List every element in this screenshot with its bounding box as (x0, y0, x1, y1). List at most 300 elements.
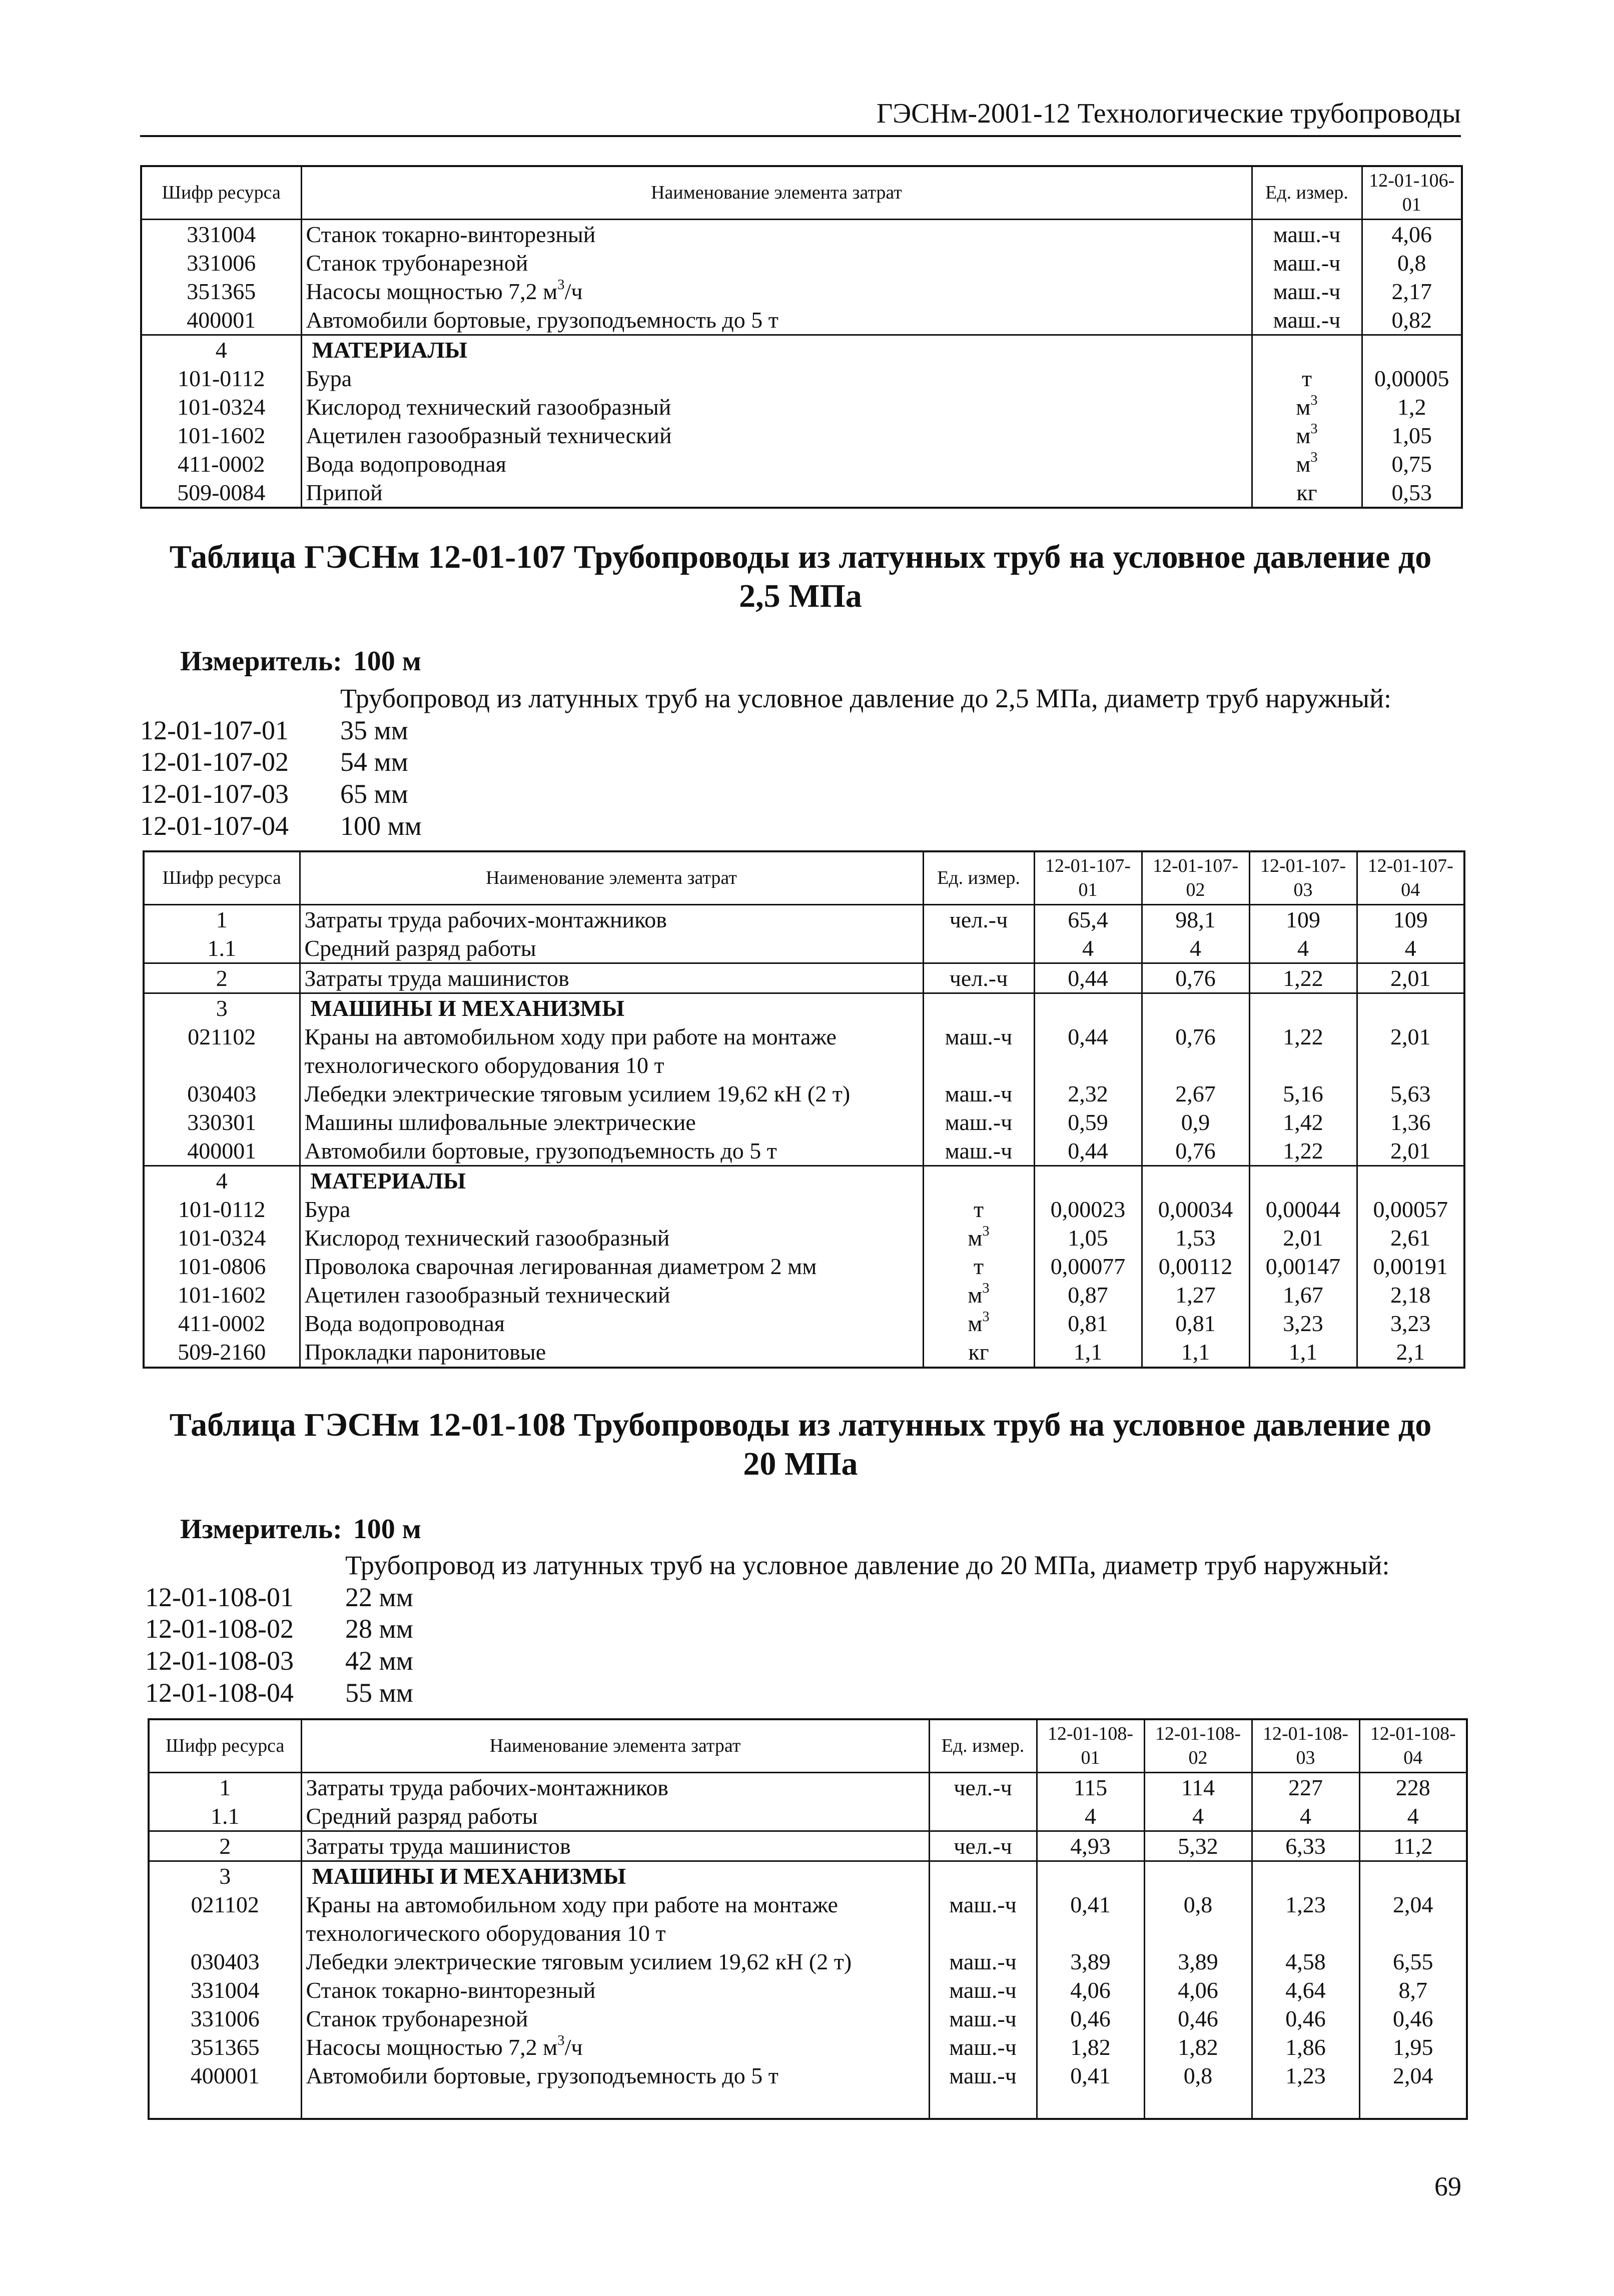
resource-code: 351365 (141, 277, 301, 306)
norm-value: 2,18 (1357, 1281, 1464, 1309)
table-row (141, 306, 1462, 335)
cost-element-name: МАТЕРИАЛЫ (301, 335, 1252, 365)
norm-value: 227 (1252, 1773, 1359, 1802)
resource-code: 3 (144, 993, 300, 1023)
page-number: 69 (1434, 2171, 1461, 2201)
norm-value: 0,00057 (1357, 1195, 1464, 1224)
resource-code: 1 (144, 905, 300, 934)
unit-of-measure: чел.-ч (923, 905, 1034, 934)
norm-value: 4,93 (1037, 1831, 1144, 1861)
cost-element-name: Средний разряд работы (300, 934, 923, 963)
norm-value: 0,8 (1144, 2061, 1252, 2090)
unit-of-measure: маш.-ч (929, 1947, 1037, 1976)
resource-code: 1.1 (144, 934, 300, 963)
variant-size: 100 мм (340, 810, 422, 841)
norm-value: 0,00147 (1249, 1252, 1357, 1281)
unit-of-measure: маш.-ч (929, 1976, 1037, 2004)
cost-element-name: Ацетилен газообразный технический (301, 421, 1252, 450)
norm-value: 1,2 (1362, 393, 1462, 421)
resource-code: 101-0112 (141, 364, 301, 393)
table-108-meter (180, 1513, 421, 1545)
variant-size: 55 мм (345, 1677, 413, 1708)
table-row (149, 1773, 1467, 1802)
table-row (141, 249, 1462, 277)
norm-value: 4 (1359, 1802, 1467, 1831)
table-row (141, 220, 1462, 249)
column-header: 12-01-108-03 (1252, 1719, 1359, 1773)
column-header: 12-01-107-04 (1357, 851, 1464, 905)
norm-value: 4 (1034, 934, 1142, 963)
resource-code: 330301 (144, 1108, 300, 1136)
table-row (149, 1861, 1467, 1891)
column-header: Наименование элемента затрат (301, 1719, 929, 1773)
unit-of-measure: т (923, 1195, 1034, 1224)
unit-of-measure: $м^3$ (1252, 393, 1362, 421)
table-107-title-line2: 2,5 МПа (739, 577, 862, 614)
cost-element-name: Ацетилен газообразный технический (300, 1281, 923, 1309)
unit-of-measure: чел.-ч (923, 963, 1034, 993)
table-row (149, 2004, 1467, 2033)
norm-value: 0,46 (1359, 2004, 1467, 2033)
cost-element-name: Насосы мощностью 7,2 $м^3/ч$ (301, 277, 1252, 306)
table-header-row (149, 1719, 1467, 1773)
meter-value: 100 м (353, 1514, 421, 1545)
norm-value: 0,76 (1142, 1136, 1249, 1166)
cost-element-name: Лебедки электрические тяговым усилием 19,62 кН (2 т) (301, 1947, 929, 1976)
norm-value: 0,41 (1037, 1890, 1144, 1947)
unit-of-measure: $м^3$ (1252, 421, 1362, 450)
norm-value: 115 (1037, 1773, 1144, 1802)
unit-of-measure: $м^3$ (1252, 450, 1362, 478)
norm-value: 2,67 (1142, 1079, 1249, 1108)
unit-of-measure: маш.-ч (923, 1136, 1034, 1166)
norm-value: 5,32 (1144, 1831, 1252, 1861)
resource-code: 101-0806 (144, 1252, 300, 1281)
resource-code: 411-0002 (141, 450, 301, 478)
norm-value: 5,16 (1249, 1079, 1357, 1108)
norm-value: 0,81 (1034, 1309, 1142, 1338)
variant-size: 65 мм (340, 779, 408, 809)
column-header: Шифр ресурса (141, 166, 301, 220)
column-header: 12-01-108-04 (1359, 1719, 1467, 1773)
unit-of-measure (929, 1802, 1037, 1831)
norm-value: 0,75 (1362, 450, 1462, 478)
norm-value: 2,17 (1362, 277, 1462, 306)
cost-element-name: Кислород технический газообразный (301, 393, 1252, 421)
unit-of-measure: маш.-ч (1252, 277, 1362, 306)
table-row (149, 1890, 1467, 1947)
norm-value (1037, 1861, 1144, 1891)
table-header-row (144, 851, 1464, 905)
norm-value: 4,06 (1362, 220, 1462, 249)
resource-code: 030403 (149, 1947, 301, 1976)
resource-table-106 (140, 165, 1463, 509)
resource-code: 101-1602 (144, 1281, 300, 1309)
norm-value: 0,41 (1037, 2061, 1144, 2090)
norm-value: 0,46 (1252, 2004, 1359, 2033)
resource-code: 4 (144, 1166, 300, 1196)
norm-value: 0,9 (1142, 1108, 1249, 1136)
resource-code: 030403 (144, 1079, 300, 1108)
resource-code: 101-0112 (144, 1195, 300, 1224)
variant-row (140, 810, 1391, 842)
table-108-title-line1: Таблица ГЭСНм 12-01-108 Трубопроводы из латунных труб на условное давление до (169, 1407, 1432, 1443)
empty-cell (929, 2090, 1037, 2119)
variant-size: 54 мм (340, 747, 408, 777)
resource-code: 2 (149, 1831, 301, 1861)
unit-of-measure: т (923, 1252, 1034, 1281)
norm-value: 0,00005 (1362, 364, 1462, 393)
column-header: 12-01-107-01 (1034, 851, 1142, 905)
unit-of-measure: кг (1252, 478, 1362, 508)
unit-of-measure (923, 934, 1034, 963)
norm-value: 1,95 (1359, 2033, 1467, 2061)
table-row (141, 335, 1462, 365)
table-row (149, 2033, 1467, 2061)
unit-of-measure: маш.-ч (1252, 220, 1362, 249)
norm-value (1034, 1166, 1142, 1196)
norm-value: 3,89 (1144, 1947, 1252, 1976)
unit-of-measure (923, 993, 1034, 1023)
norm-value: 0,59 (1034, 1108, 1142, 1136)
norm-value: 0,44 (1034, 963, 1142, 993)
resource-code: 400001 (144, 1136, 300, 1166)
variant-row (140, 778, 1391, 810)
norm-value (1142, 1166, 1249, 1196)
norm-value: 1,22 (1249, 1136, 1357, 1166)
cost-element-name: Кислород технический газообразный (300, 1224, 923, 1252)
column-header: 12-01-108-01 (1037, 1719, 1144, 1773)
norm-value: 0,8 (1362, 249, 1462, 277)
unit-of-measure: $м^3$ (923, 1309, 1034, 1338)
norm-value (1144, 1861, 1252, 1891)
table-row (144, 905, 1464, 934)
norm-value: 4 (1249, 934, 1357, 963)
resource-table-107 (143, 850, 1465, 1369)
unit-of-measure: маш.-ч (1252, 249, 1362, 277)
norm-value: 1,23 (1252, 1890, 1359, 1947)
resource-table-108 (148, 1718, 1468, 2120)
norm-value: 6,55 (1359, 1947, 1467, 1976)
norm-value: 0,44 (1034, 1136, 1142, 1166)
cost-element-name: Автомобили бортовые, грузоподъемность до 5 т (301, 2061, 929, 2090)
cost-element-name: Бура (300, 1195, 923, 1224)
table-108-title (140, 1406, 1461, 1484)
unit-of-measure (929, 1861, 1037, 1891)
norm-value: 2,01 (1249, 1224, 1357, 1252)
norm-value: 4,06 (1037, 1976, 1144, 2004)
table-row (144, 1022, 1464, 1079)
norm-value: 2,01 (1357, 1136, 1464, 1166)
norm-value: 0,00191 (1357, 1252, 1464, 1281)
variant-code: 12-01-107-03 (140, 779, 289, 809)
variant-row (140, 715, 1391, 747)
norm-value: 2,01 (1357, 963, 1464, 993)
table-row (141, 393, 1462, 421)
table-row (149, 2061, 1467, 2090)
cost-element-name: МАШИНЫ И МЕХАНИЗМЫ (300, 993, 923, 1023)
variant-size: 28 мм (345, 1614, 413, 1644)
norm-value: 2,32 (1034, 1079, 1142, 1108)
unit-of-measure: маш.-ч (923, 1079, 1034, 1108)
unit-of-measure: маш.-ч (929, 2004, 1037, 2033)
norm-value: 1,53 (1142, 1224, 1249, 1252)
norm-value: 2,1 (1357, 1338, 1464, 1367)
table-row (144, 1224, 1464, 1252)
empty-cell (301, 2090, 929, 2119)
column-header: Ед. измер. (923, 851, 1034, 905)
cost-element-name: Затраты труда рабочих-монтажников (300, 905, 923, 934)
resource-code: 509-0084 (141, 478, 301, 508)
norm-value: 4,58 (1252, 1947, 1359, 1976)
cost-element-name: Бура (301, 364, 1252, 393)
cost-element-name: Припой (301, 478, 1252, 508)
table-108-variants (145, 1550, 1390, 1709)
norm-value: 0,53 (1362, 478, 1462, 508)
norm-value (1249, 1166, 1357, 1196)
norm-value: 1,42 (1249, 1108, 1357, 1136)
table-107-title (140, 538, 1461, 616)
table-107-variants (140, 683, 1391, 842)
unit-of-measure: маш.-ч (929, 1890, 1037, 1947)
table-row (144, 1195, 1464, 1224)
norm-value: 1,05 (1362, 421, 1462, 450)
table-row (144, 1338, 1464, 1367)
cost-element-name: Лебедки электрические тяговым усилием 19,62 кН (2 т) (300, 1079, 923, 1108)
norm-value (1359, 1861, 1467, 1891)
table-107-title-line1: Таблица ГЭСНм 12-01-107 Трубопроводы из латунных труб на условное давление до (169, 539, 1432, 575)
norm-value (1357, 1166, 1464, 1196)
resource-code: 021102 (149, 1890, 301, 1947)
unit-of-measure: маш.-ч (1252, 306, 1362, 335)
cost-element-name: МАТЕРИАЛЫ (300, 1166, 923, 1196)
norm-value: 1,1 (1249, 1338, 1357, 1367)
norm-value: 0,46 (1144, 2004, 1252, 2033)
unit-of-measure (1252, 335, 1362, 365)
meter-value: 100 м (353, 646, 421, 677)
column-header: Наименование элемента затрат (300, 851, 923, 905)
norm-value: 0,76 (1142, 963, 1249, 993)
table-row (144, 1136, 1464, 1166)
norm-value: 0,8 (1144, 1890, 1252, 1947)
resource-code: 021102 (144, 1022, 300, 1079)
cost-element-name: Затраты труда машинистов (301, 1831, 929, 1861)
table-row (144, 934, 1464, 963)
cost-element-name: Вода водопроводная (300, 1309, 923, 1338)
column-header: 12-01-107-02 (1142, 851, 1249, 905)
variant-row (140, 746, 1391, 778)
norm-value: 0,00077 (1034, 1252, 1142, 1281)
norm-value: 2,01 (1357, 1022, 1464, 1079)
norm-value: 4 (1252, 1802, 1359, 1831)
norm-value: 3,23 (1357, 1309, 1464, 1338)
cost-element-name: Затраты труда машинистов (300, 963, 923, 993)
cost-element-name: Станок трубонарезной (301, 2004, 929, 2033)
norm-value: 0,00034 (1142, 1195, 1249, 1224)
table-row (149, 1976, 1467, 2004)
norm-value: 98,1 (1142, 905, 1249, 934)
norm-value: 1,86 (1252, 2033, 1359, 2061)
header-rule (140, 135, 1461, 137)
norm-value: 0,00044 (1249, 1195, 1357, 1224)
table-row (144, 1079, 1464, 1108)
empty-cell (149, 2090, 301, 2119)
unit-of-measure: кг (923, 1338, 1034, 1367)
norm-value: 3,23 (1249, 1309, 1357, 1338)
cost-element-name: Станок трубонарезной (301, 249, 1252, 277)
unit-of-measure: $м^3$ (923, 1281, 1034, 1309)
empty-cell (1037, 2090, 1144, 2119)
resource-code: 1.1 (149, 1802, 301, 1831)
table-row (141, 277, 1462, 306)
cost-element-name: МАШИНЫ И МЕХАНИЗМЫ (301, 1861, 929, 1891)
cost-element-name: Проволока сварочная легированная диаметром 2 мм (300, 1252, 923, 1281)
resource-code: 1 (149, 1773, 301, 1802)
table-row (144, 993, 1464, 1023)
unit-of-measure: $м^3$ (923, 1224, 1034, 1252)
unit-of-measure: маш.-ч (923, 1022, 1034, 1079)
norm-value: 1,22 (1249, 1022, 1357, 1079)
cost-element-name: Станок токарно-винторезный (301, 1976, 929, 2004)
table-row (144, 1309, 1464, 1338)
cost-element-name: Краны на автомобильном ходу при работе на монтаже технологического оборудования 10 т (300, 1022, 923, 1079)
cost-element-name: Машины шлифовальные электрические (300, 1108, 923, 1136)
norm-value: 109 (1249, 905, 1357, 934)
unit-of-measure: маш.-ч (929, 2061, 1037, 2090)
norm-value: 114 (1144, 1773, 1252, 1802)
cost-element-name: Автомобили бортовые, грузоподъемность до 5 т (301, 306, 1252, 335)
column-header: Шифр ресурса (149, 1719, 301, 1773)
norm-value: 11,2 (1359, 1831, 1467, 1861)
resource-code: 509-2160 (144, 1338, 300, 1367)
resource-code: 331006 (141, 249, 301, 277)
table-row (141, 421, 1462, 450)
cost-element-name: Краны на автомобильном ходу при работе на монтаже технологического оборудования 10 т (301, 1890, 929, 1947)
column-header: Ед. измер. (929, 1719, 1037, 1773)
norm-value: 1,82 (1144, 2033, 1252, 2061)
running-header: ГЭСНм-2001-12 Технологические трубопроводы (876, 98, 1461, 129)
variant-size: 42 мм (345, 1646, 413, 1676)
variant-row (145, 1645, 1390, 1677)
norm-value: 1,1 (1142, 1338, 1249, 1367)
table-107-meter (180, 645, 421, 677)
norm-value: 2,04 (1359, 1890, 1467, 1947)
norm-value: 8,7 (1359, 1976, 1467, 2004)
column-header: 12-01-108-02 (1144, 1719, 1252, 1773)
norm-value: 1,1 (1034, 1338, 1142, 1367)
column-header: 12-01-107-03 (1249, 851, 1357, 905)
cost-element-name: Затраты труда рабочих-монтажников (301, 1773, 929, 1802)
table-row (144, 963, 1464, 993)
resource-code: 2 (144, 963, 300, 993)
norm-value: 0,46 (1037, 2004, 1144, 2033)
norm-value: 228 (1359, 1773, 1467, 1802)
norm-value: 6,33 (1252, 1831, 1359, 1861)
norm-value (1357, 993, 1464, 1023)
variant-code: 12-01-107-01 (140, 715, 289, 745)
norm-value: 0,87 (1034, 1281, 1142, 1309)
variant-code: 12-01-108-02 (145, 1614, 294, 1644)
norm-value: 4 (1144, 1802, 1252, 1831)
resource-code: 400001 (141, 306, 301, 335)
norm-value: 4 (1037, 1802, 1144, 1831)
variant-row (145, 1613, 1390, 1645)
resource-code: 331004 (141, 220, 301, 249)
resource-code: 411-0002 (144, 1309, 300, 1338)
table-row (144, 1281, 1464, 1309)
resource-code: 400001 (149, 2061, 301, 2090)
empty-cell (1359, 2090, 1467, 2119)
variant-size: 35 мм (340, 715, 408, 745)
variant-row (145, 1582, 1390, 1614)
variant-code: 12-01-108-04 (145, 1677, 294, 1708)
norm-value: 1,23 (1252, 2061, 1359, 2090)
cost-element-name: Прокладки паронитовые (300, 1338, 923, 1367)
empty-cell (1252, 2090, 1359, 2119)
resource-code: 4 (141, 335, 301, 365)
norm-value: 1,22 (1249, 963, 1357, 993)
column-header: Наименование элемента затрат (301, 166, 1252, 220)
norm-value (1249, 993, 1357, 1023)
norm-value: 1,05 (1034, 1224, 1142, 1252)
norm-value: 1,82 (1037, 2033, 1144, 2061)
variant-code: 12-01-107-02 (140, 747, 289, 777)
empty-cell (1144, 2090, 1252, 2119)
resource-code: 101-1602 (141, 421, 301, 450)
table-row (144, 1252, 1464, 1281)
variants-description: Трубопровод из латунных труб на условное давление до 20 МПа, диаметр труб наружный: (345, 1550, 1390, 1580)
resource-code: 101-0324 (144, 1224, 300, 1252)
variants-description: Трубопровод из латунных труб на условное давление до 2,5 МПа, диаметр труб наружный: (340, 683, 1391, 713)
norm-value: 0,00112 (1142, 1252, 1249, 1281)
norm-value: 1,67 (1249, 1281, 1357, 1309)
norm-value: 65,4 (1034, 905, 1142, 934)
norm-value: 5,63 (1357, 1079, 1464, 1108)
norm-value: 4 (1357, 934, 1464, 963)
meter-label: Измеритель: (180, 646, 342, 677)
resource-code: 331006 (149, 2004, 301, 2033)
norm-value: 109 (1357, 905, 1464, 934)
table-row (144, 1108, 1464, 1136)
norm-value: 0,00023 (1034, 1195, 1142, 1224)
unit-of-measure: маш.-ч (923, 1108, 1034, 1136)
resource-code: 351365 (149, 2033, 301, 2061)
table-row (149, 2090, 1467, 2119)
table-row (141, 478, 1462, 508)
cost-element-name: Вода водопроводная (301, 450, 1252, 478)
unit-of-measure (923, 1166, 1034, 1196)
unit-of-measure: маш.-ч (929, 2033, 1037, 2061)
column-header: Шифр ресурса (144, 851, 300, 905)
norm-value (1252, 1861, 1359, 1891)
unit-of-measure: т (1252, 364, 1362, 393)
table-header-row (141, 166, 1462, 220)
norm-value: 2,04 (1359, 2061, 1467, 2090)
table-row (149, 1947, 1467, 1976)
norm-value: 0,44 (1034, 1022, 1142, 1079)
variant-code: 12-01-108-03 (145, 1646, 294, 1676)
cost-element-name: Насосы мощностью 7,2 $м^3/ч$ (301, 2033, 929, 2061)
table-row (149, 1831, 1467, 1861)
table-row (149, 1802, 1467, 1831)
resource-code: 3 (149, 1861, 301, 1891)
column-header: 12-01-106-01 (1362, 166, 1462, 220)
variant-code: 12-01-108-01 (145, 1582, 294, 1612)
table-row (141, 364, 1462, 393)
variant-code: 12-01-107-04 (140, 810, 289, 841)
resource-code: 101-0324 (141, 393, 301, 421)
norm-value: 3,89 (1037, 1947, 1144, 1976)
